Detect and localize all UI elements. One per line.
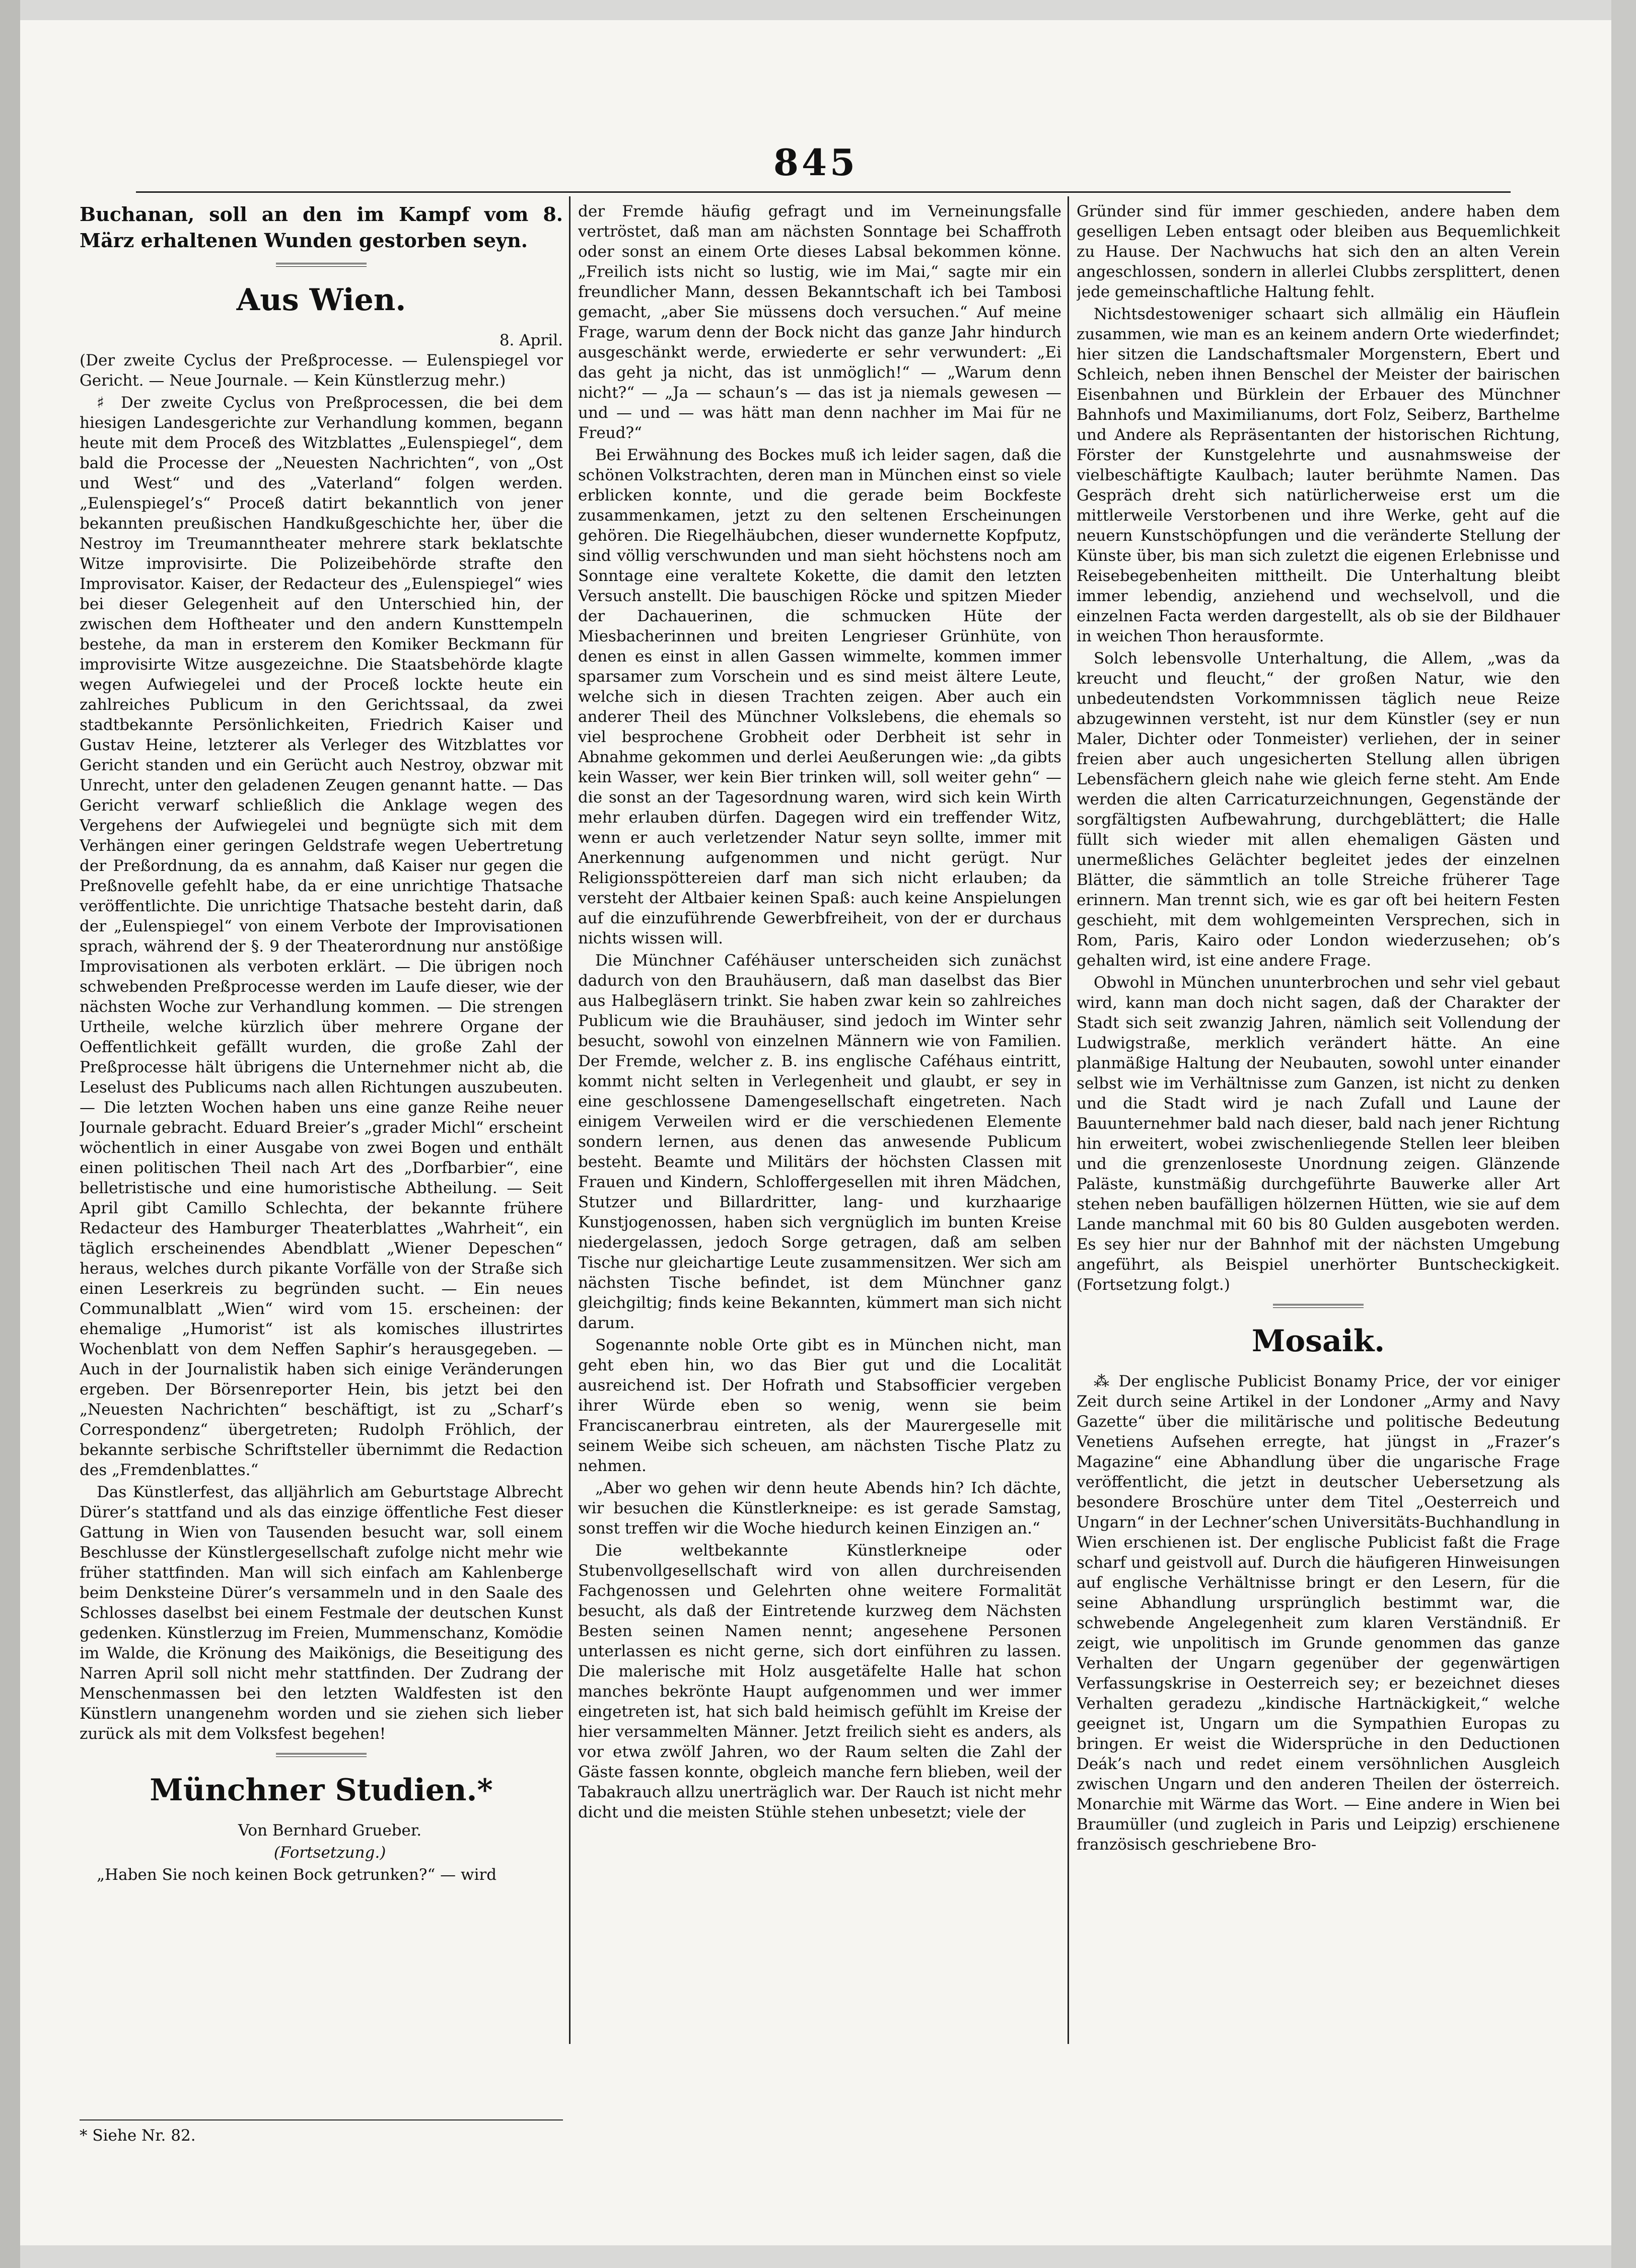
section-rule (276, 1753, 367, 1757)
article-paragraph: Die Münchner Caféhäuser unterscheiden sich zunächst dadurch von den Brauhäusern, daß man daselbst das Bier aus Halbegläsern trinkt. Sie haben zwar kein so zahlreiches Publicum wie die Brauhäuser, sind jedoch im Winter sehr besucht, sowohl von einzelnen Männern wie von Familien. Der Fremde, welcher z. B. ins englische Caféhaus eintritt, kommt nicht selten in Verlegenheit und glaubt, er sey in eine geschlossene Damengesellschaft eingetreten. Nach einigem Verweilen wird er die verschiedenen Elemente sondern lernen, aus denen das anwesende Publicum besteht. Beamte und Militärs der höchsten Classen mit Frauen und Kindern, Schloffergesellen mit ihren Mädchen, Stutzer und Billardritter, lang- und kurzhaarige Kunstjogenossen, haben sich vergnüglich im bunten Kreise niedergelassen, jedoch Sorge getragen, daß am selben Tische nur gleichartige Leute zusammensitzen. Wer sich am nächsten Tische befindet, ist dem Münchner ganz gleichgiltig; finds keine Bekannten, kümmert man sich nicht darum. (578, 952, 1061, 1332)
lead-paragraph: Buchanan, soll an den im Kampf vom 8. März erhaltenen Wunden gestorben seyn. (80, 203, 563, 252)
header-rule (136, 191, 1511, 193)
article-paragraph: Sogenannte noble Orte gibt es in München nicht, man geht eben hin, wo das Bier gut und die Localität ausreichend ist. Der Hofrath und Stabsofficier vergeben ihrer Würde eben so wenig, wenn sie beim Franciscanerbrau eintreten, als der Maurergeselle mit seinem Weibe sich scheuen, am nächsten Tische Platz zu nehmen. (578, 1336, 1061, 1475)
article-paragraph: „Haben Sie noch keinen Bock getrunken?“ — wird (97, 1866, 497, 1884)
dateline: 8. April. (499, 331, 563, 349)
column-2 (578, 201, 1061, 2054)
column-divider-1 (569, 196, 571, 2044)
article-paragraph: Das Künstlerfest, das alljährlich am Geburtstage Albrecht Dürer’s stattfand und als das einzige öffentliche Fest dieser Gattung in Wien von Tausenden besucht war, soll einem Beschlusse der Künstlergesellschaft zufolge nicht mehr wie früher stattfinden. Man will sich einfach am Kahlenberge beim Denksteine Dürer’s versammeln und in den Saale des Schlosses daselbst bei einem Festmale der deutschen Kunst gedenken. Künstlerzug im Freien, Mummenschanz, Komödie im Walde, die Krönung des Maikönigs, die Beseitigung des Narren April soll nicht mehr stattfinden. Der Zudrang der Menschenmassen bei den letzten Waldfesten ist den Künstlern unangenehm worden und sie ziehen sich lieber zurück als mit dem Volksfest begehen! (80, 1483, 563, 1743)
section-rule (1273, 1304, 1364, 1308)
column-1 (80, 201, 563, 2054)
article-paragraph: ♯ Der zweite Cyclus von Preßprocessen, die bei dem hiesigen Landesgerichte zur Verhandlung kommen, begann heute mit dem Proceß des Witzblattes „Eulenspiegel“, dem bald die Processe der „Neuesten Nachrichten“, von „Ost und West“ und des „Vaterland“ folgen werden. „Eulenspiegel’s“ Proceß datirt bekanntlich von jener bekannten preußischen Handkußgeschichte her, über die Nestroy im Treumanntheater mehrere stark beklatschte Witze improvisirte. Die Polizeibehörde strafte den Improvisator. Kaiser, der Redacteur des „Eulenspiegel“ wies bei dieser Gelegenheit auf den Unterschied hin, der zwischen dem Hoftheater und den andern Kunsttempeln bestehe, da man in ersterem den Komiker Beckmann für improvisirte Witze ausgezeichne. Die Staatsbehörde klagte wegen Aufwiegelei und der Proceß lockte heute ein zahlreiches Publicum in den Gerichtssaal, da zwei stadtbekannte Persönlichkeiten, Friedrich Kaiser und Gustav Heine, letzterer als Verleger des Witzblattes vor Gericht standen und ein Gerücht auch Nestroy, obzwar mit Unrecht, unter den geladenen Zeugen genannt hatte. — Das Gericht verwarf schließlich die Anklage wegen des Vergehens der Aufwiegelei und begnügte sich mit dem Verhängen einer geringen Geldstrafe wegen Uebertretung der Preßordnung, da es annahm, daß Kaiser nur gegen die Preßnovelle gefehlt habe, da er eine unrichtige Thatsache veröffentlichte. Die unrichtige Thatsache besteht darin, daß der „Eulenspiegel“ von einem Verbote der Improvisationen sprach, während der §. 9 der Theaterordnung nur anstößige Improvisationen als verboten erklärt. — Die übrigen noch schwebenden Preßprocesse werden im Laufe dieser, wie der nächsten Woche zur Verhandlung kommen. — Die strengen Urtheile, welche kürzlich über mehrere Organe der Oeffentlichkeit gefällt wurden, die große Zahl der Preßprocesse hält übrigens die Unternehmer nicht ab, die Leselust des Publicums nach allen Richtungen auszubeuten. — Die letzten Wochen haben uns eine ganze Reihe neuer Journale gebracht. Eduard Breier’s „grader Michl“ erscheint wöchentlich in einer Ausgabe von zwei Bogen und enthält einen politischen Theil nach Art des „Dorfbarbier“, eine belletristische und eine humoristische Abtheilung. — Seit April gibt Camillo Schlechta, der bekannte frühere Redacteur des Hamburger Theaterblattes „Wahrheit“, ein täglich erscheinendes Abendblatt „Wiener Depeschen“ heraus, welches durch pikante Vorfälle von der Straße sich einen Leserkreis zu begründen sucht. — Ein neues Communalblatt „Wien“ wird vom 15. erscheinen: der ehemalige „Humorist“ ist als komisches illustrirtes Wochenblatt von dem Neffen Saphir’s herausgegeben. — Auch in der Journalistik haben sich einige Veränderungen ergeben. Der Börsenreporter Hein, bis jetzt bei den „Neuesten Nachrichten“ beschäftigt, ist zu „Scharf’s Correspondenz“ übergetreten; Rudolph Fröhlich, der bekannte serbische Schriftsteller übernimmt die Redaction des „Fremdenblattes.“ (80, 394, 563, 1479)
article-paragraph: Solch lebensvolle Unterhaltung, die Allem, „was da kreucht und fleucht,“ der großen Natur, wie den unbedeutendsten Vorkommnissen täglich neue Reize abzugewinnen versteht, ist nur dem Künstler (sey er nun Maler, Dichter oder Tonmeister) verliehen, der in seiner freien aber auch ungesicherten Stellung allen übrigen Lebensfächern gleich nahe wie gleich ferne steht. Am Ende werden die alten Carricaturzeichnungen, Gegenstände der sorgfältigsten Aufbewahrung, durchgeblättert; die Halle füllt sich wieder mit allen ehemaligen Gästen und unermeßliches Gelächter begleitet jedes der einzelnen Blätter, die sämmtlich an tolle Streiche früherer Tage erinnern. Man trennt sich, wie es gar oft bei heitern Festen geschieht, mit dem wohlgemeinten Versprechen, sich in Rom, Paris, Kairo oder London wiederzusehen; ob’s gehalten wird, ist eine andere Frage. (1077, 649, 1560, 970)
footnote: * Siehe Nr. 82. (80, 2119, 563, 2146)
article-paragraph: „Aber wo gehen wir denn heute Abends hin? Ich dächte, wir besuchen die Künstlerkneipe: es ist gerade Samstag, sonst treffen wir die Woche hiedurch keinen Einzigen an.“ (578, 1479, 1061, 1538)
section-title-aus-wien: Aus Wien. (236, 282, 406, 318)
article-paragraph: der Fremde häufig gefragt und im Verneinungsfalle vertröstet, daß man am nächsten Sonntage bei Schaffroth oder sonst an einem Orte dieses Labsal bekommen könne. „Freilich ists nicht so lustig, wie im Mai,“ sagte mir ein freundlicher Mann, dessen Bekanntschaft ich bei Tambosi gemacht, „aber Sie müssens doch versuchen.“ Auf meine Frage, warum denn der Bock nicht das ganze Jahr hindurch ausgeschänkt werde, erwiederte er sehr verwundert: „Ei das geht ja nicht, das ist unmöglich!“ — „Warum denn nicht?“ — „Ja — schaun’s — das ist ja niemals gewesen — und — und — was hätt man denn nachher im Mai für ne Freud?“ (578, 202, 1061, 442)
page-edge-shadow (1611, 0, 1636, 2268)
section-title-mosaik: Mosaik. (1251, 1324, 1385, 1359)
article-paragraph: Obwohl in München ununterbrochen und sehr viel gebaut wird, kann man doch nicht sagen, daß der Charakter der Stadt sich seit zwanzig Jahren, nämlich seit Vollendung der Ludwigstraße, merklich verändert hätte. An eine planmäßige Haltung der Neubauten, sowohl unter einander selbst wie im Verhältnisse zum Ganzen, ist nicht zu denken und die Stadt wird je nach Zufall und Laune der Bauunternehmer bald nach dieser, bald nach jener Richtung hin erweitert, wobei zwischenliegende Stellen leer bleiben und die grenzenloseste Unordnung zeigen. Glänzende Paläste, kunstmäßig durchgeführte Bauwerke aller Art stehen neben baufälligen hölzernen Hütten, wie sie auf dem Lande manchmal mit 60 bis 80 Gulden ausgeboten werden. Es sey hier nur der Bahnhof mit der nächsten Umgebung angeführt, als Beispiel unerhörter Buntscheckigkeit. (Fortsetzung folgt.) (1077, 974, 1560, 1294)
section-summary: (Der zweite Cyclus der Preßprocesse. — Eulenspiegel vor Gericht. — Neue Journale. — Kein Künstlerzug mehr.) (80, 351, 563, 390)
binding-edge (0, 0, 20, 2268)
article-paragraph: Nichtsdestoweniger schaart sich allmälig ein Häuflein zusammen, wie man es an keinem andern Orte wiederfindet; hier sitzen die Landschaftsmaler Morgenstern, Ebert und Schleich, neben ihnen Benschel der Meister der bairischen Eisenbahnen und Bürklein der Erbauer des Münchner Bahnhofs und Maximilianums, dort Folz, Seiberz, Barthelme und Andere als Repräsentanten der historischen Richtung, Förster der Kunstgelehrte und ausnahmsweise der vielbeschäftigte Kaulbach; lauter berühmte Namen. Das Gespräch dreht sich natürlicherweise erst um die mittlerweile Verstorbenen und ihre Werke, geht auf die neuern Kunstschöpfungen und die veränderte Stellung der Künste über, bis man sich zuletzt die eigenen Erlebnisse und Reisebegebenheiten mittheilt. Die Unterhaltung bleibt immer lebendig, anziehend und wechselvoll, und die einzelnen Facta werden dargestellt, als ob sie der Bildhauer in weichen Thon herausformte. (1077, 305, 1560, 645)
article-paragraph: Gründer sind für immer geschieden, andere haben dem geselligen Leben entsagt oder bleiben aus Bequemlichkeit zu Hause. Der Nachwuchs hat sich den an alten Verein angeschlossen, sondern in allerlei Clubbs zersplittert, denen jede gemeinschaftliche Haltung fehlt. (1077, 202, 1560, 301)
page-number: 845 (773, 141, 859, 184)
article-paragraph: ⁂ Der englische Publicist Bonamy Price, der vor einiger Zeit durch seine Artikel in der Londoner „Army and Navy Gazette“ über die militärische und politische Bedeutung Venetiens Aufsehen erregte, hat jüngst in „Frazer’s Magazine“ eine Abhandlung über die ungarische Frage veröffentlicht, die jetzt in deutscher Uebersetzung als besondere Broschüre unter dem Titel „Oesterreich und Ungarn“ in der Lechner’schen Universitäts-Buchhandlung in Wien erschienen ist. Der englische Publicist faßt die Frage scharf und geistvoll auf. Durch die häufigeren Hinweisungen auf englische Verhältnisse bringt er den Lesern, für die seine Abhandlung ursprünglich bestimmt war, die schwebende Angelegenheit zum klaren Verständniß. Er zeigt, wie unpolitisch im Grunde genommen das ganze Verhalten der Ungarn gegenüber der gegenwärtigen Verfassungskrise in Oesterreich sey; er bezeichnet dieses Verhalten geradezu „kindische Hartnäckigkeit,“ welche geeignet ist, Ungarn um die Sympathien Europas zu bringen. Er weist die Widersprüche in den Deductionen Deák’s nach und redet einem versöhnlichen Ausgleich zwischen Ungarn und den anderen Theilen der österreich. Monarchie mit Wärme das Wort. — Eine andere in Wien bei Braumüller (und zugleich in Paris und Leipzig) erschienene französisch geschriebene Bro- (1077, 1372, 1560, 1854)
author-line: Von Bernhard Grueber. (238, 1821, 422, 1840)
column-divider-2 (1068, 196, 1069, 2044)
article-paragraph: Die weltbekannte Künstlerkneipe oder Stubenvollgesellschaft wird von allen durchreisenden Fachgenossen und Gelehrten ohne weitere Formalität besucht, als daß der Eintretende kurzweg dem Nächsten Besten seinen Namen nennt; angesehene Personen unterlassen es nicht gerne, sich dort einführen zu lassen. Die malerische mit Holz ausgetäfelte Halle hat schon manches bekrönte Haupt aufgenommen und wer immer eingetreten ist, hat sich bald heimisch gefühlt im Kreise der hier versammelten Männer. Jetzt freilich sieht es anders, als vor etwa zwölf Jahren, wo der Raum selten die Zahl der Gäste fassen konnte, obgleich manche fern blieben, weil der Tabakrauch allzu unerträglich war. Der Rauch ist nicht mehr dicht und die meisten Stühle stehen unbesetzt; viele der (578, 1542, 1061, 1821)
section-rule (276, 263, 367, 267)
newspaper-page (20, 20, 1611, 2245)
continuation-note: (Fortsetzung.) (273, 1844, 386, 1862)
article-paragraph: Bei Erwähnung des Bockes muß ich leider sagen, daß die schönen Volkstrachten, deren man in München einst so viele erblicken konnte, und die gerade beim Bockfeste zusammenkamen, jetzt zu den seltenen Erscheinungen gehören. Die Riegelhäubchen, dieser wundernette Kopfputz, sind völlig verschwunden und man sieht höchstens noch am Sonntage eine veraltete Kokette, die damit den letzten Versuch anstellt. Die bauschigen Röcke und spitzen Mieder der Dachauerinen, die schmucken Hüte der Miesbacherinnen und breiten Lengrieser Grünhüte, von denen es einst in allen Gassen wimmelte, kommen immer sparsamer zum Vorschein und es sind meist ältere Leute, welche sich in diesen Trachten zeigen. Aber auch ein anderer Theil des Münchner Volkslebens, die ehemals so viel besprochene Grobheit oder Derbheit ist sehr in Abnahme gekommen und derlei Aeußerungen wie: „da gibts kein Wasser, wer kein Bier trinken will, soll weiter gehn“ — die sonst an der Tagesordnung waren, wird sich kein Wirth mehr erlauben dürfen. Dagegen wird ein treffender Witz, wenn er auch verletzender Natur seyn sollte, immer mit Anerkennung aufgenommen und nicht gerügt. Nur Religionsspöttereien darf man sich nicht erlauben; da versteht der Altbaier keinen Spaß: auch keine Anspielungen auf die einzuführende Gewerbfreiheit, von der er durchaus nichts wissen will. (578, 446, 1061, 947)
column-3 (1077, 201, 1560, 2054)
section-title-muenchner-studien: Münchner Studien.* (150, 1773, 493, 1808)
